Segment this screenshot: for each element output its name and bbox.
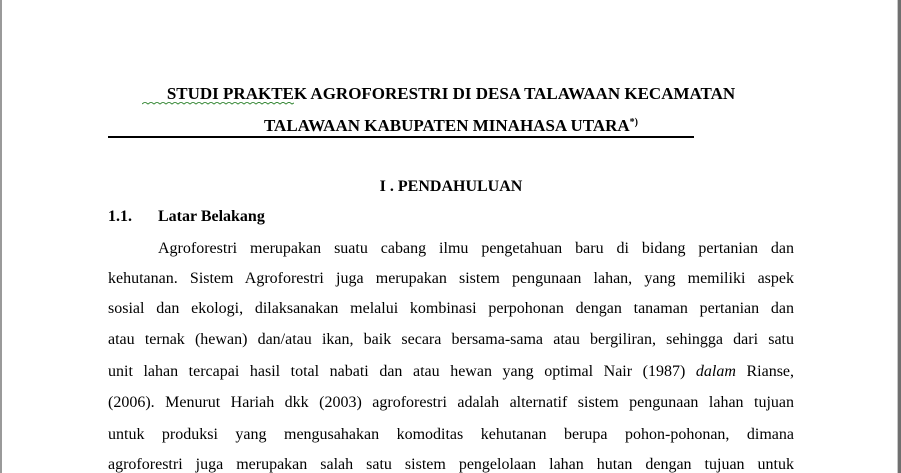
title-underline-rule xyxy=(108,136,694,138)
paragraph-line: (2006). Menurut Hariah dkk (2003) agroforestri adalah alternatif sistem pengunaan lahan tujuan xyxy=(108,394,794,411)
paragraph-line: atau ternak (hewan) dan/atau ikan, baik secara bersama-sama atau bergiliran, sehingga dari satu xyxy=(108,331,794,348)
section-heading xyxy=(108,208,265,226)
paragraph-line: sosial dan ekologi, dilaksanakan melalui kombinasi perpohonan dengan tanaman pertanian dan xyxy=(108,300,794,317)
section-title: Latar Belakang xyxy=(158,208,265,225)
section-number: 1.1. xyxy=(108,208,132,225)
paragraph-line: kehutanan. Sistem Agroforestri juga merupakan sistem pengunaan lahan, yang memiliki aspek xyxy=(108,270,794,287)
spellcheck-underline xyxy=(142,102,294,105)
paragraph-line: Agroforestri merupakan suatu cabang ilmu pengetahuan baru di bidang pertanian dan xyxy=(158,240,794,257)
document-title-line-1 xyxy=(108,84,794,104)
citation-author: Rianse, xyxy=(746,363,795,380)
title-footnote-mark: *) xyxy=(629,117,639,128)
paragraph-text: unit lahan tercapai hasil total nabati dan atau hewan yang optimal Nair (1987) xyxy=(108,363,686,380)
document-title-line-2 xyxy=(108,116,794,136)
title-text-2: TALAWAAN KABUPATEN MINAHASA UTARA xyxy=(263,116,630,135)
citation-italic: dalam xyxy=(695,363,736,380)
page-left-border xyxy=(0,0,2,473)
title-text-1: STUDI PRAKTEK AGROFORESTRI DI DESA TALAWAAN KECAMATAN xyxy=(166,84,736,103)
chapter-heading: I . PENDAHULUAN xyxy=(379,178,523,195)
paragraph-line: agroforestri juga merupakan salah satu sistem pengelolaan lahan hutan dengan tujuan untuk xyxy=(108,456,794,473)
paragraph-line: untuk produksi yang mengusahakan komoditas kehutanan berupa pohon-pohonan, dimana xyxy=(108,426,794,443)
paragraph-line-with-citation xyxy=(108,362,794,382)
